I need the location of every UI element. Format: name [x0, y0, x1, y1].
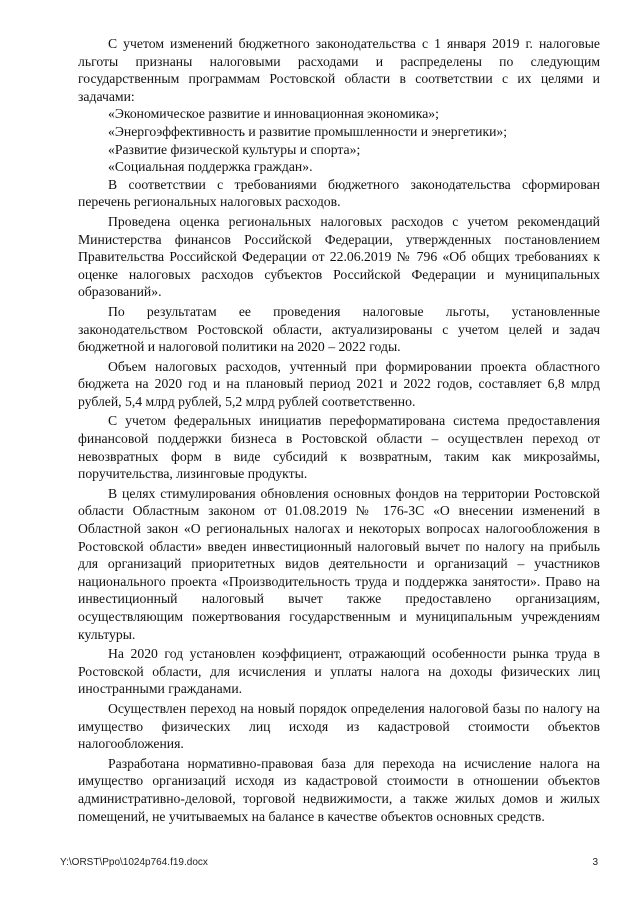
paragraph: По результатам ее проведения налоговые льготы, установленные законодательством Ростовской области, актуализированы с учетом целей и задач бюджетной и налоговой политики на 2020 – 2022 годы.: [78, 303, 600, 355]
paragraph: С учетом федеральных инициатив переформатирована система предоставления финансовой поддержки бизнеса в Ростовской области – осуществлен переход от невозвратных форм в виде субсидий к возвратным, таким как микрозаймы, поручительства, лизинговые продукты.: [78, 413, 600, 482]
footer-file-path: Y:\ORST\Ppo\1024p764.f19.docx: [60, 857, 208, 868]
program-list-item: «Экономическое развитие и инновационная экономика»;: [108, 106, 439, 122]
program-list-item: «Социальная поддержка граждан».: [108, 159, 313, 175]
program-list-item: «Энергоэффективность и развитие промышленности и энергетики»;: [108, 123, 508, 139]
paragraph-intro: С учетом изменений бюджетного законодательства с 1 января 2019 г. налоговые льготы признаны налоговыми расходами и распределены по следующим государственным программам Ростовской области в соответствии с их целями и задачами:: [78, 36, 600, 104]
paragraph: Осуществлен переход на новый порядок определения налоговой базы по налогу на имущество физических лиц исходя из кадастровой стоимости объектов налогообложения.: [78, 700, 600, 752]
paragraph: Проведена оценка региональных налоговых расходов с учетом рекомендаций Министерства финансов Российской Федерации, утвержденных постановлением Правительства Российской Федерации от 22.06.2019 № 796 «Об общих требованиях к оценке налоговых расходов субъектов Российской Федерации и муниципальных образований».: [78, 213, 600, 300]
paragraph: Объем налоговых расходов, учтенный при формировании проекта областного бюджета на 2020 год и на плановый период 2021 и 2022 годов, составляет 6,8 млрд рублей, 5,4 млрд рублей, 5,2 млрд рублей соответственно.: [78, 358, 600, 409]
page-number: 3: [592, 857, 598, 868]
paragraph: На 2020 год установлен коэффициент, отражающий особенности рынка труда в Ростовской области, для исчисления и уплаты налога на доходы физических лиц иностранными гражданами.: [78, 646, 600, 697]
paragraph: В целях стимулирования обновления основных фондов на территории Ростовской области Областным законом от 01.08.2019 № 176-ЗС «О внесении изменений в Областной закон «О региональных налогах и некоторых вопросах налогообложения в Ростовской области» введен инвестиционный налоговый вычет по налогу на прибыль для организаций приоритетных видов деятельности и организаций – участников национального проекта «Производительность труда и поддержка занятости». Право на инвестиционный налоговый вычет также предоставлено организациям, осуществляющим пожертвования государственным и муниципальным учреждениям культуры.: [78, 485, 600, 642]
document-body: [78, 35, 600, 825]
paragraph: В соответствии с требованиями бюджетного законодательства сформирован перечень региональных налоговых расходов.: [78, 176, 600, 210]
page-footer: [60, 857, 598, 868]
program-list-item: «Развитие физической культуры и спорта»;: [108, 141, 361, 157]
paragraph: Разработана нормативно-правовая база для перехода на исчисление налога на имущество организаций исходя из кадастровой стоимости в отношении объектов административно-деловой, торговой недвижимости, а также жилых домов и жилых помещений, не учитываемых на балансе в качестве объектов основных средств.: [78, 755, 600, 824]
